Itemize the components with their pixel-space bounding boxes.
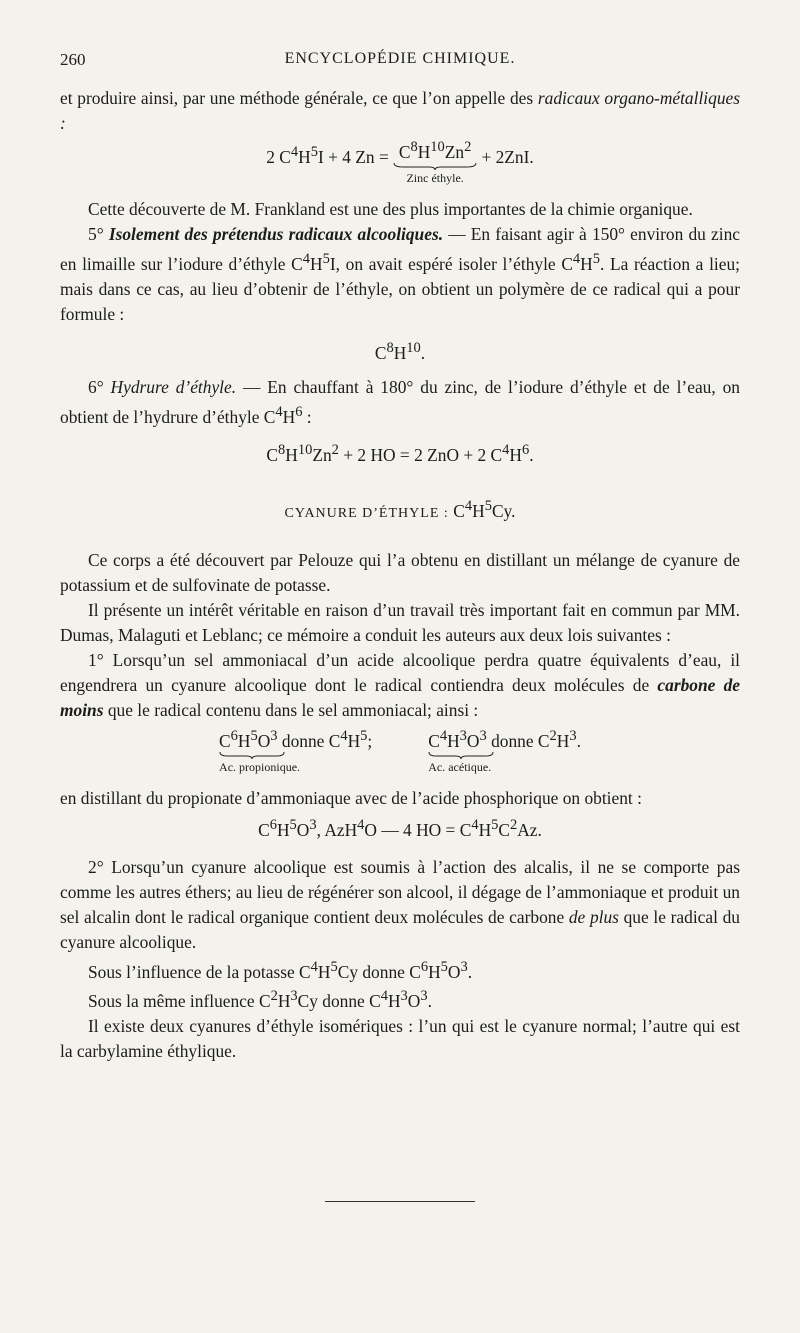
paragraph-law-1: 1° Lorsqu’un sel ammoniacal d’un acide alcoolique perdra quatre équivalents d’eau, il engendrera un cyanure alcoolique dont le radical contiendra deux molécules de carbone de moins que le radical contenu dans le sel ammoniacal; ainsi :	[60, 649, 741, 720]
running-header	[60, 50, 740, 74]
equation-acids	[60, 729, 740, 774]
page-body	[60, 86, 740, 1064]
underbrace	[219, 751, 372, 760]
underbrace	[428, 751, 581, 760]
caption-acetic: Ac. acétique.	[428, 759, 492, 774]
caption-propionic: Ac. propionique.	[219, 759, 301, 774]
page-number: 260	[60, 50, 86, 69]
equation-hydrure: $C^8H^{10}Zn^2 + 2$ HO = 2 ZnO + 2 $C^4H^6$.	[266, 442, 534, 466]
equation-zinc-ethyl: 2 $C^4H^5I + 4$ $Zn = C^8H^{10}Zn^2$ Zinc éthyle. + 2ZnI.	[266, 139, 534, 185]
caption-zinc-ethyl: Zinc éthyle.	[406, 170, 464, 185]
paragraph-pelouze: Ce corps a été découvert par Pelouze qui l’a obtenu en distillant un mélange de cyanure de potassium et de sulfovinate de potasse.	[60, 549, 740, 595]
paragraph-distillation: en distillant du propionate d’ammoniaque avec de l’acide phosphorique on obtient :	[60, 787, 642, 808]
section-heading: CYANURE D’ÉTHYLE : $C^4H^5Cy$.	[284, 498, 516, 521]
formula-polymer: $C^8H^{10}$.	[374, 339, 426, 363]
zinc-ethyl-term: $C^8H^{10}Zn^2$ Zinc éthyle.	[393, 140, 477, 185]
paragraph-intro: et produire ainsi, par une méthode générale, ce que l’on appelle des radicaux organo-métalliques :	[60, 88, 740, 133]
propionic-term: $C^6H^5O^3$ donne $C^4H^5$; Ac. propionique.	[219, 727, 373, 774]
running-title: ENCYCLOPÉDIE CHIMIQUE.	[284, 50, 516, 67]
paragraph-potasse: Sous l’influence de la potasse $C^4H^5Cy$ donne $C^6H^5O^3$.	[88, 958, 473, 982]
paragraph-dumas: Il présente un intérêt véritable en raison d’un travail très important fait en commun par MM. Dumas, Malaguti et Leblanc; ce mémoire a conduit les auteurs aux deux lois suivantes :	[60, 599, 740, 645]
end-rule	[325, 1201, 475, 1202]
paragraph-isolement: 5° Isolement des prétendus radicaux alcooliques. — En faisant agir à 150° environ du zinc en limaille sur l’iodure d’éthyle $C^4H^5I$, on avait espéré isoler l’éthyle $C^4H^5$. La réaction a lieu; mais dans ce cas, au lieu d’obtenir de l’éthyle, on obtient un polymère de ce radical qui a pour formule :	[60, 223, 740, 324]
paragraph-law-2: 2° Lorsqu’un cyanure alcoolique est soumis à l’action des alcalis, il ne se comporte pas comme les autres éthers; au lieu de régénérer son alcool, il dégage de l’ammoniaque et produit un sel alcalin dont le radical organique contient deux molécules de carbone de plus que le radical du cyanure alcoolique.	[60, 856, 740, 952]
paragraph-same-influence: Sous la même influence $C^2H^3Cy$ donne $C^4H^3O^3$.	[88, 988, 432, 1012]
paragraph-frankland: Cette découverte de M. Frankland est une des plus importantes de la chimie organique.	[88, 198, 693, 219]
paragraph-hydrure: 6° Hydrure d’éthyle. — En chauffant à 180° du zinc, de l’iodure d’éthyle et de l’eau, on obtient de l’hydrure d’éthyle $C^4H^6$ :	[60, 376, 740, 427]
underbrace	[393, 162, 477, 171]
equation-cyanure: $C^6H^5O^3$, AzH$^4$O — 4 HO = $C^4H^5C^2Az$.	[258, 816, 542, 840]
paragraph-isomers: Il existe deux cyanures d’éthyle isomériques : l’un qui est le cyanure normal; l’autre qui est la carbylamine éthylique.	[60, 1016, 740, 1062]
acetic-term: $C^4H^3O^3$ donne $C^2H^3$. Ac. acétique.	[428, 727, 581, 774]
